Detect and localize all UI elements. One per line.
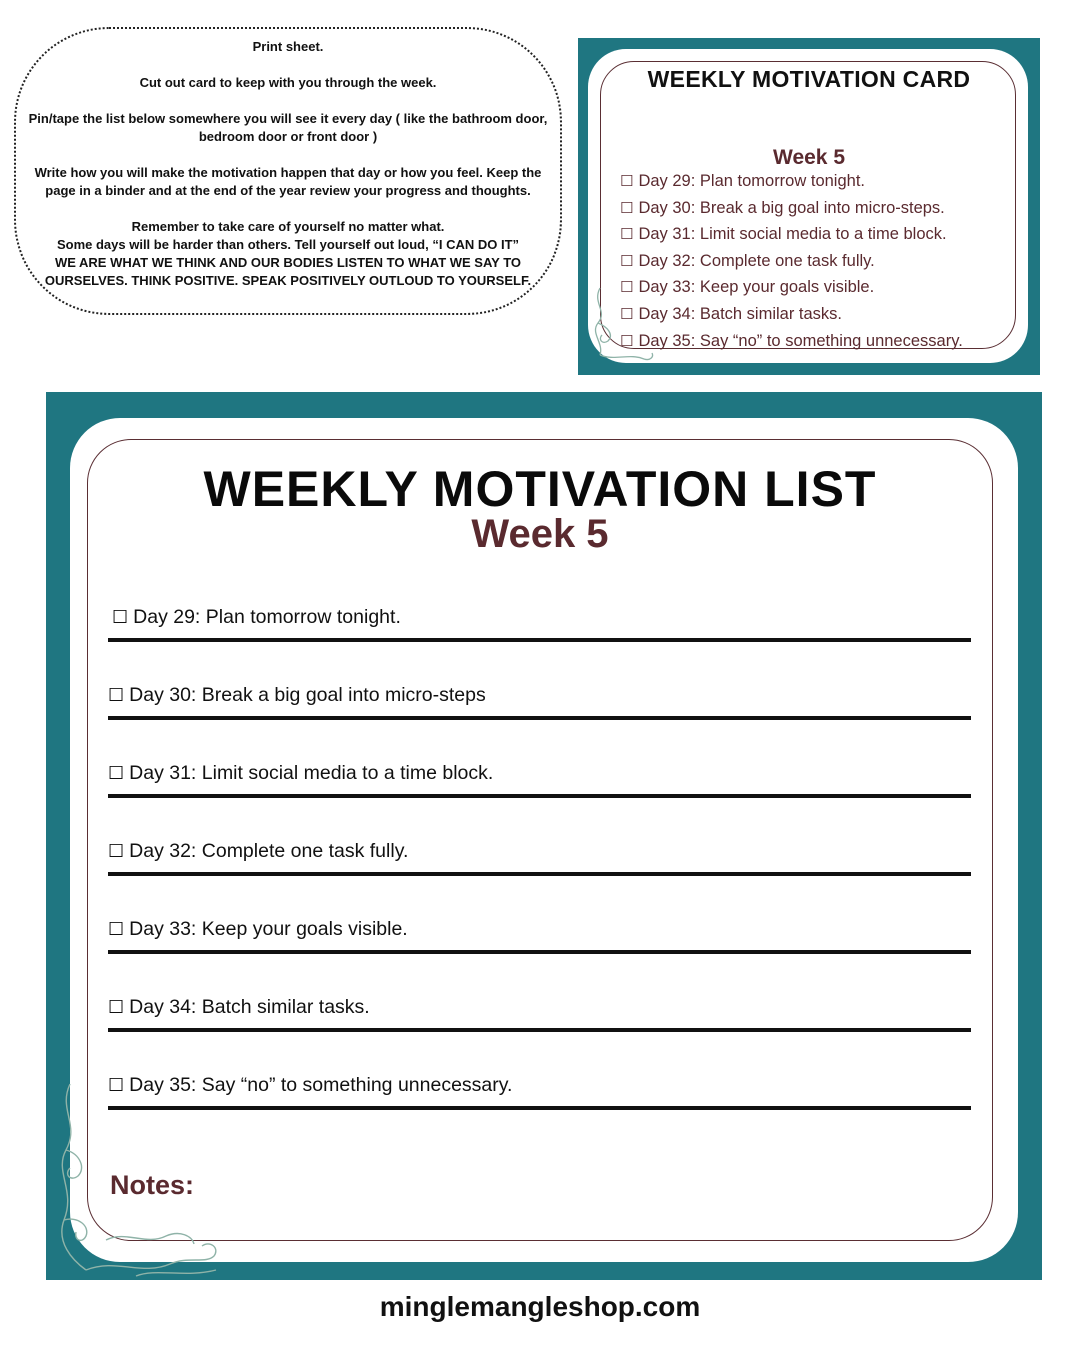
list-task-label (108, 918, 408, 941)
card-task-text: Day 34: Batch similar tasks. (638, 304, 843, 323)
list-task-label (108, 684, 486, 707)
list-task-text: Day 32: Complete one task fully. (129, 840, 409, 862)
list-task-row (108, 996, 971, 1032)
checkbox-icon[interactable]: ☐ (620, 278, 634, 297)
checkbox-icon[interactable]: ☐ (112, 607, 129, 628)
list-task-text: Day 33: Keep your goals visible. (129, 918, 408, 940)
instruction-pin-list: Pin/tape the list below somewhere you will see it every day ( like the bathroom door, bedroom door or front door ) (28, 111, 548, 144)
card-task-text: Day 29: Plan tomorrow tonight. (638, 172, 865, 190)
card-task-text: Day 31: Limit social media to a time block. (638, 225, 947, 244)
instruction-self-care: Remember to take care of yourself no matter what. (131, 219, 445, 234)
list-task-row (108, 684, 971, 720)
checkbox-icon[interactable]: ☐ (620, 198, 634, 217)
list-week: Week 5 (471, 512, 609, 556)
list-task-label (108, 840, 408, 863)
list-task-text: Day 30: Break a big goal into micro-steps (129, 684, 486, 706)
list-task-label (112, 606, 401, 629)
list-task-text: Day 29: Plan tomorrow tonight. (133, 606, 401, 628)
list-task-row (108, 762, 971, 798)
instruction-i-can-do-it: Some days will be harder than others. Tell yourself out loud, “I CAN DO IT” (56, 237, 520, 252)
checkbox-icon[interactable]: ☐ (108, 919, 125, 940)
list-task-label (108, 996, 370, 1019)
instructions-box (14, 27, 562, 315)
card-task-item (620, 328, 963, 355)
footer-website[interactable]: minglemangleshop.com (379, 1291, 701, 1322)
list-task-label (108, 1074, 512, 1097)
card-task-item (620, 274, 963, 301)
card-task-item (620, 221, 963, 248)
list-task-row (108, 606, 971, 642)
card-task-item (620, 168, 963, 195)
list-title: WEEKLY MOTIVATION LIST (203, 461, 877, 517)
motivation-card (578, 38, 1040, 375)
checkbox-icon[interactable]: ☐ (620, 172, 634, 190)
card-task-item (620, 301, 963, 328)
checkbox-icon[interactable]: ☐ (108, 1075, 125, 1096)
list-task-label (108, 762, 493, 785)
checkbox-icon[interactable]: ☐ (620, 331, 634, 350)
list-task-text: Day 34: Batch similar tasks. (129, 996, 370, 1018)
instruction-write: Write how you will make the motivation happen that day or how you feel. Keep the page in a binder and at the end of the year review your progress and thoughts. (34, 165, 542, 198)
checkbox-icon[interactable]: ☐ (620, 225, 634, 244)
card-task-item (620, 248, 963, 275)
checkbox-icon[interactable]: ☐ (108, 841, 125, 862)
checkbox-icon[interactable]: ☐ (620, 304, 634, 323)
instruction-print: Print sheet. (252, 39, 324, 54)
list-task-text: Day 31: Limit social media to a time block. (129, 762, 494, 784)
card-task-item (620, 195, 963, 222)
card-task-list (620, 168, 963, 354)
card-week: Week 5 (773, 146, 845, 169)
instruction-cut-card: Cut out card to keep with you through the week. (139, 75, 437, 90)
checkbox-icon[interactable]: ☐ (108, 763, 125, 784)
list-task-row (108, 840, 971, 876)
card-task-text: Day 35: Say “no” to something unnecessary. (638, 331, 963, 350)
list-task-row (108, 918, 971, 954)
list-task-text: Day 35: Say “no” to something unnecessary. (129, 1074, 513, 1096)
checkbox-icon[interactable]: ☐ (620, 251, 634, 270)
instruction-think-positive: WE ARE WHAT WE THINK AND OUR BODIES LISTEN TO WHAT WE SAY TO OURSELVES. THINK POSITIVE. SPEAK POSITIVELY OUTLOUD TO YOURSELF. (44, 255, 532, 288)
checkbox-icon[interactable]: ☐ (108, 997, 125, 1018)
card-task-text: Day 32: Complete one task fully. (638, 251, 875, 270)
notes-label: Notes: (110, 1170, 195, 1200)
card-task-text: Day 33: Keep your goals visible. (638, 278, 875, 297)
card-task-text: Day 30: Break a big goal into micro-steps. (638, 198, 945, 217)
checkbox-icon[interactable]: ☐ (108, 685, 125, 706)
card-title: WEEKLY MOTIVATION CARD (647, 66, 971, 92)
list-task-row (108, 1074, 971, 1110)
